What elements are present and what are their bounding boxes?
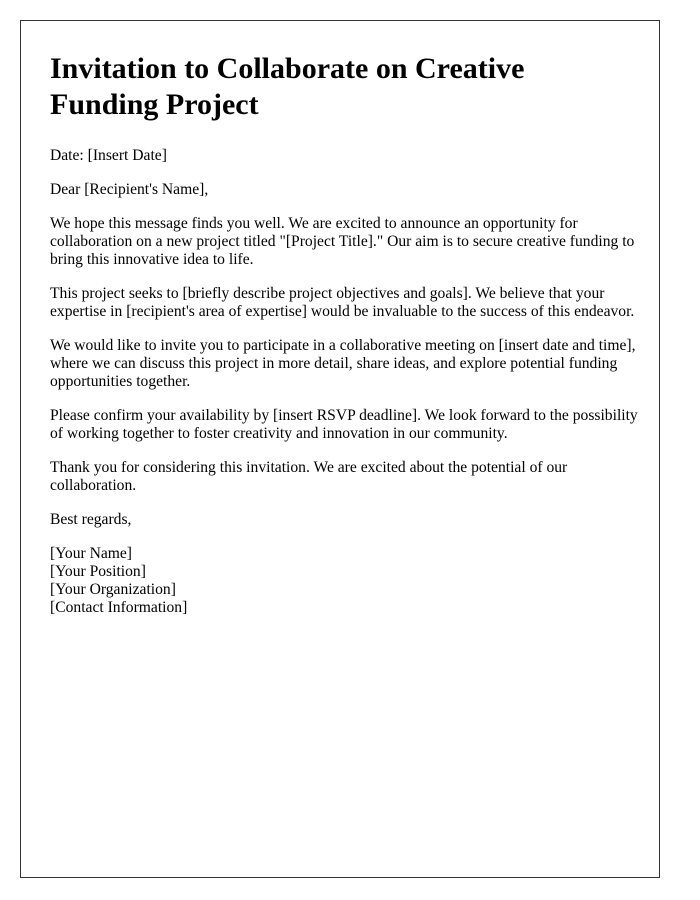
date-line: Date: [Insert Date] <box>50 147 167 164</box>
signature-name: [Your Name] <box>50 545 133 562</box>
signature-contact: [Contact Information] <box>50 599 188 616</box>
letter-title: Invitation to Collaborate on Creative Funding Project <box>50 52 525 121</box>
letter-page <box>20 20 660 878</box>
salutation: Dear [Recipient's Name], <box>50 181 209 198</box>
signature-organization: [Your Organization] <box>50 581 176 598</box>
paragraph-objectives: This project seeks to [briefly describe project objectives and goals]. We believe that your expertise in [recipient's area of expertise] would be invaluable to the success of this endeavor. <box>50 285 635 320</box>
signature-block <box>50 545 640 617</box>
paragraph-meeting: We would like to invite you to participate in a collaborative meeting on [insert date and time], where we can discuss this project in more detail, share ideas, and explore potential funding opportunities together. <box>50 337 636 390</box>
paragraph-rsvp: Please confirm your availability by [insert RSVP deadline]. We look forward to the possibility of working together to foster creativity and innovation in our community. <box>50 407 638 442</box>
letter-body <box>50 51 640 617</box>
closing: Best regards, <box>50 511 132 528</box>
paragraph-thanks: Thank you for considering this invitation. We are excited about the potential of our collaboration. <box>50 459 568 494</box>
signature-position: [Your Position] <box>50 563 146 580</box>
paragraph-intro: We hope this message finds you well. We are excited to announce an opportunity for collaboration on a new project titled "[Project Title]." Our aim is to secure creative funding to bring this innovative idea to life. <box>50 215 635 268</box>
